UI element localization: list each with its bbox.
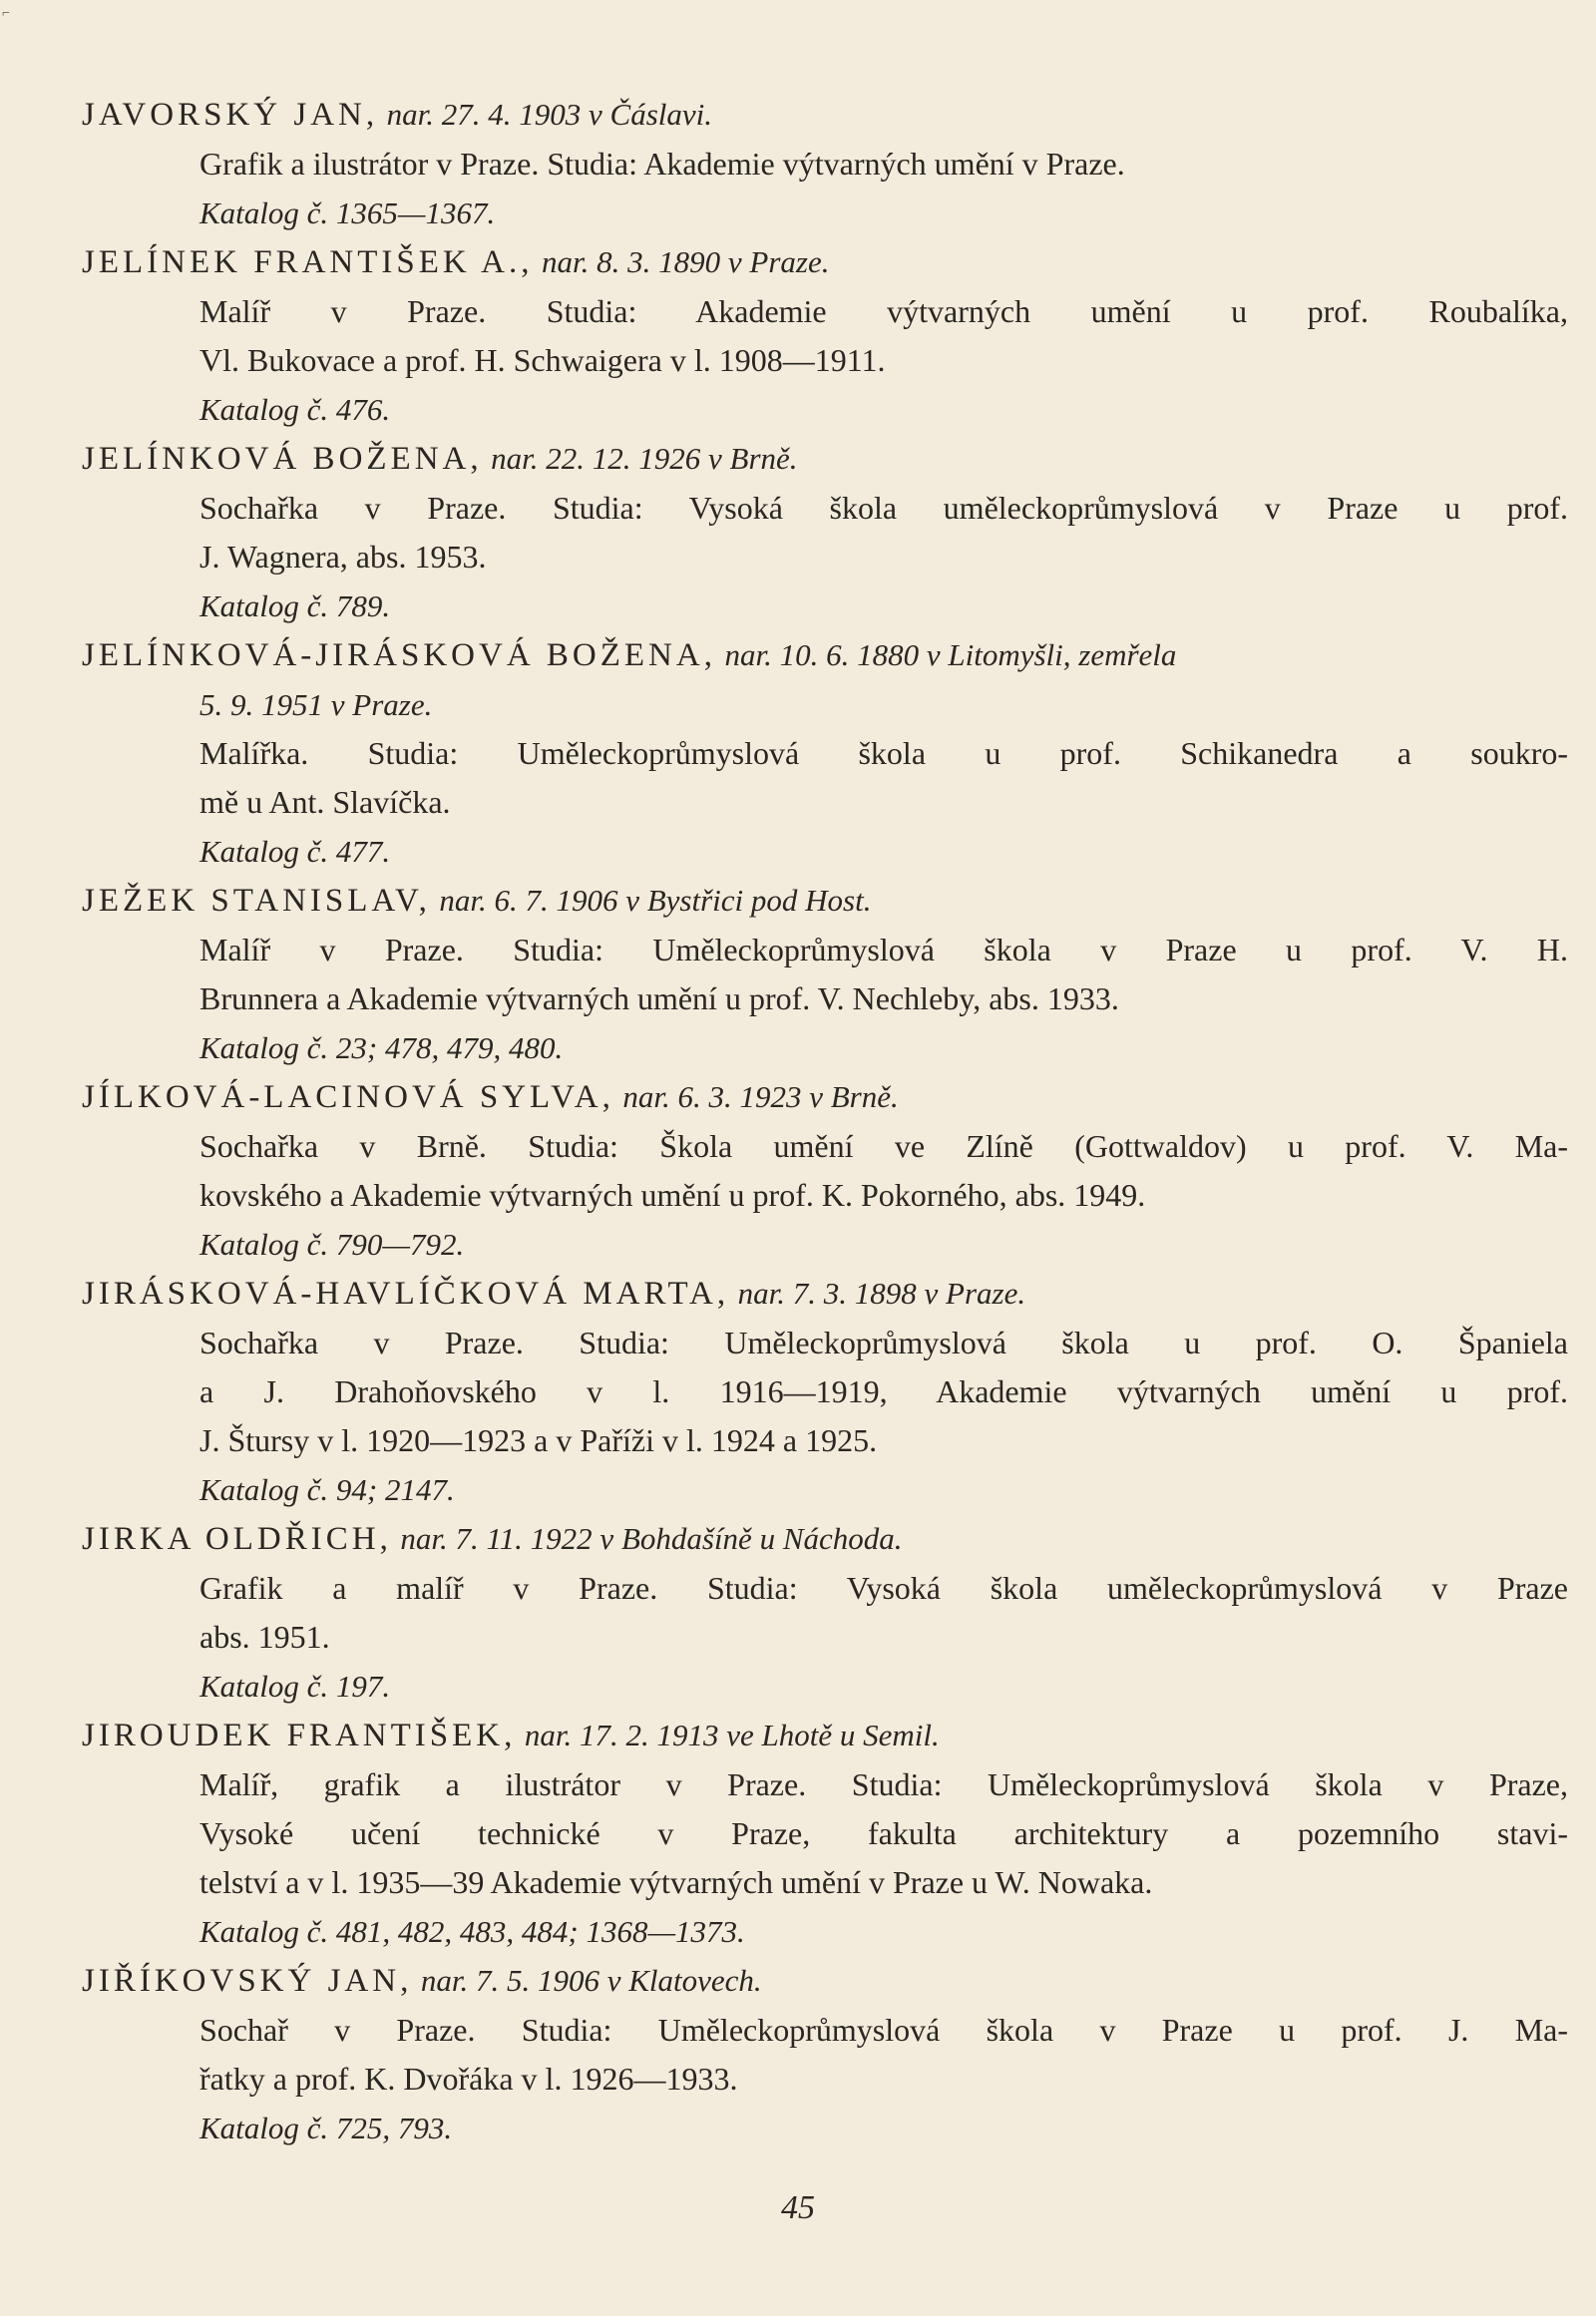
artist-name: JEŽEK STANISLAV, — [82, 883, 431, 919]
birth-info-continued: 5. 9. 1951 v Praze. — [200, 687, 433, 722]
birth-info: nar. 17. 2. 1913 ve Lhotě u Semil. — [524, 1718, 940, 1752]
corner-mark: ⌐ — [2, 6, 10, 21]
birth-info: nar. 8. 3. 1890 v Praze. — [542, 244, 830, 279]
description-line: abs. 1951. — [200, 1619, 330, 1655]
artist-entry — [82, 1269, 1568, 1514]
description-line: kovského a Akademie výtvarných umění u prof. K. Pokorného, abs. 1949. — [200, 1177, 1146, 1213]
catalog-reference: Katalog č. 1365—1367. — [200, 195, 496, 230]
artist-entry — [82, 1956, 1568, 2152]
entry-body — [82, 926, 1568, 1072]
description-line: Malířka. Studia: Uměleckoprůmyslová škola u prof. Schikanedra a soukro- — [200, 735, 1568, 771]
description-line: Malíř, grafik a ilustrátor v Praze. Studia: Uměleckoprůmyslová škola v Praze, — [200, 1766, 1568, 1802]
description-line: Grafik a malíř v Praze. Studia: Vysoká škola uměleckoprůmyslová v Praze — [200, 1570, 1568, 1606]
artist-entry — [82, 1711, 1568, 1956]
entry-body — [82, 1760, 1568, 1956]
entry-body — [82, 484, 1568, 630]
birth-info: nar. 6. 3. 1923 v Brně. — [622, 1079, 899, 1114]
catalog-reference: Katalog č. 23; 478, 479, 480. — [200, 1030, 564, 1065]
birth-info: nar. 7. 5. 1906 v Klatovech. — [420, 1963, 762, 1998]
artist-entry — [82, 1072, 1568, 1269]
description-line: telství a v l. 1935—39 Akademie výtvarných umění v Praze u W. Nowaka. — [200, 1864, 1153, 1900]
artist-name: JELÍNKOVÁ-JIRÁSKOVÁ BOŽENA, — [82, 637, 716, 673]
description-line: Malíř v Praze. Studia: Uměleckoprůmyslová škola v Praze u prof. V. H. — [200, 932, 1568, 967]
description-line: Sochař v Praze. Studia: Uměleckoprůmyslová škola v Praze u prof. J. Ma- — [200, 2012, 1568, 2048]
artist-name: JIROUDEK FRANTIŠEK, — [82, 1718, 517, 1753]
birth-info: nar. 22. 12. 1926 v Brně. — [491, 441, 798, 476]
artist-entry — [82, 1514, 1568, 1711]
catalog-reference: Katalog č. 476. — [200, 392, 391, 427]
entry-heading — [82, 876, 1498, 926]
entry-heading — [82, 90, 1498, 140]
description-line: mě u Ant. Slavíčka. — [200, 784, 451, 820]
catalog-reference: Katalog č. 725, 793. — [200, 2111, 453, 2145]
birth-info: nar. 27. 4. 1903 v Čáslavi. — [386, 97, 712, 132]
artist-entry — [82, 630, 1568, 876]
artist-name: JAVORSKÝ JAN, — [82, 97, 379, 133]
entry-body — [82, 140, 1498, 237]
birth-info: nar. 6. 7. 1906 v Bystřici pod Host. — [439, 883, 872, 918]
catalog-reference: Katalog č. 481, 482, 483, 484; 1368—1373. — [200, 1914, 745, 1949]
artist-entry — [82, 434, 1568, 630]
catalog-reference: Katalog č. 94; 2147. — [200, 1472, 455, 1507]
description-line: Malíř v Praze. Studia: Akademie výtvarných umění u prof. Roubalíka, — [200, 293, 1568, 329]
entry-body — [82, 680, 1568, 876]
artist-name: JÍLKOVÁ-LACINOVÁ SYLVA, — [82, 1079, 614, 1115]
artist-name: JIRKA OLDŘICH, — [82, 1521, 392, 1557]
entry-heading — [82, 1956, 1498, 2006]
entry-heading — [82, 630, 1498, 680]
entry-body — [82, 1564, 1568, 1711]
artist-name: JIŘÍKOVSKÝ JAN, — [82, 1963, 413, 1999]
catalog-reference: Katalog č. 790—792. — [200, 1227, 465, 1262]
artist-entry — [82, 90, 1498, 237]
description-line: Sochařka v Praze. Studia: Vysoká škola uměleckoprůmyslová v Praze u prof. — [200, 490, 1568, 526]
entry-heading — [82, 1269, 1498, 1319]
description-line: Grafik a ilustrátor v Praze. Studia: Akademie výtvarných umění v Praze. — [200, 146, 1125, 182]
artist-entry — [82, 876, 1568, 1072]
entry-body — [82, 1122, 1568, 1269]
entry-heading — [82, 237, 1498, 287]
artist-entry — [82, 237, 1568, 434]
description-line: J. Štursy v l. 1920—1923 a v Paříži v l. 1924 a 1925. — [200, 1422, 878, 1458]
catalog-reference: Katalog č. 477. — [200, 834, 391, 869]
entry-body — [82, 2006, 1568, 2152]
artist-name: JIRÁSKOVÁ-HAVLÍČKOVÁ MARTA, — [82, 1276, 730, 1312]
catalog-reference: Katalog č. 197. — [200, 1669, 391, 1704]
page-number: 45 — [781, 2189, 815, 2226]
entry-heading — [82, 1072, 1498, 1122]
description-line: Brunnera a Akademie výtvarných umění u prof. V. Nechleby, abs. 1933. — [200, 980, 1119, 1016]
birth-info: nar. 7. 11. 1922 v Bohdašíně u Náchoda. — [400, 1521, 903, 1556]
description-line: Vl. Bukovace a prof. H. Schwaigera v l. 1908—1911. — [200, 342, 886, 378]
description-line: J. Wagnera, abs. 1953. — [200, 539, 487, 575]
entry-body — [82, 1319, 1568, 1514]
description-line: a J. Drahoňovského v l. 1916—1919, Akademie výtvarných umění u prof. — [200, 1373, 1568, 1409]
description-line: Sochařka v Brně. Studia: Škola umění ve Zlíně (Gottwaldov) u prof. V. Ma- — [200, 1128, 1568, 1164]
catalog-reference: Katalog č. 789. — [200, 588, 391, 623]
artist-entries — [82, 90, 1568, 2152]
description-line: řatky a prof. K. Dvořáka v l. 1926—1933. — [200, 2061, 738, 2097]
entry-heading — [82, 434, 1498, 484]
description-line: Sochařka v Praze. Studia: Uměleckoprůmyslová škola u prof. O. Španiela — [200, 1325, 1568, 1360]
birth-info: nar. 7. 3. 1898 v Praze. — [737, 1276, 1026, 1311]
entry-body — [82, 287, 1568, 434]
birth-info: nar. 10. 6. 1880 v Litomyšli, zemřela — [724, 637, 1177, 672]
artist-name: JELÍNEK FRANTIŠEK A., — [82, 244, 534, 280]
entry-heading — [82, 1711, 1498, 1760]
entry-heading — [82, 1514, 1498, 1564]
description-line: Vysoké učení technické v Praze, fakulta architektury a pozemního stavi- — [200, 1815, 1568, 1851]
artist-name: JELÍNKOVÁ BOŽENA, — [82, 441, 483, 477]
